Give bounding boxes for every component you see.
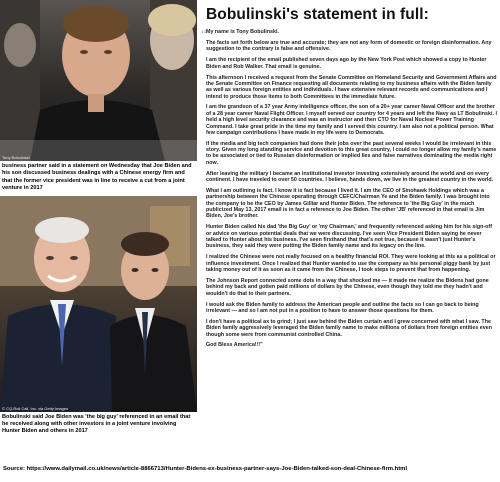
statement-paragraph: My name is Tony Bobulinski. (206, 29, 279, 35)
statement-paragraph: I would ask the Biden family to address the American people and outline the facts so I can go back to being irrelevant — and so I am not put in a position to have to answer those questions for them. (206, 301, 479, 314)
statement-paragraph: I realized the Chinese were not really focused on a healthy financial ROI. They were looking at this as a political or influence investment. Once I realized that Hunter wanted to use the company as his personal piggy bank by just taking money out of it as soon as it came from the Chinese, I took steps to prevent that from happening. (206, 254, 496, 273)
photo-credit: Tony Bobulinski (2, 155, 30, 160)
statement-body (206, 29, 497, 349)
bobulinski-photo (0, 0, 197, 161)
statement-paragraph: After leaving the military I became an institutional investor investing extensively around the world and on every continent. I have traveled to over 50 countries. I believe, hands down, we live in the greatest country in the world. (206, 170, 494, 184)
left-column (0, 0, 197, 439)
statement-paragraph: What I am outlining is fact. I know it is fact because I lived it. I am the CEO of Sinohawk Holdings which was a partnership between the Chinese operating through CEFC/Chairman Ye and the Biden family. I was brought into the company to be the CEO by James Gilliar and Hunter Biden. The reference to 'the Big Guy' in the much publicized May 13, 2017 email is in fact a reference to Joe Biden. The other 'JB' referenced in that email is Jim Biden, Joe's brother. (206, 188, 490, 220)
photo-caption: business partner said in a statement on Wednesday that Joe Biden and his son discussed business dealings with a Chinese energy firm and that the former vice president was in line to receive a cut from a joint venture in 2017 (2, 163, 192, 192)
statement-paragraph: This afternoon I received a request from the Senate Committee on Homeland Security and Government Affairs and the Senate Committee on Finance requesting all documents relating to my business affairs with the Biden family as well as various foreign entities and individuals. I have extensive relevant records and communications and I intend to produce those items to both Committees in the immediate future. (206, 74, 497, 100)
photo-caption: Bobulinski said Joe Biden was 'the big guy' referenced in an email that he received along with other investors in a joint venture involving Hunter Biden and others in 2017 (2, 413, 191, 435)
statement-title: Bobulinski's statement in full: (206, 6, 429, 23)
statement-paragraph: Hunter Biden called his dad 'the Big Guy' or 'my Chairman,' and frequently referenced asking him for his sign-off or advice on various potential deals that we were discussing. I've seen Vice President Biden saying he never talked to Hunter about his business. I've seen firsthand that that's not true, because it wasn't just Hunter's business, they said they were putting the Biden family name and its legacy on the line. (206, 224, 492, 250)
statement-paragraph: I am the recipient of the email published seven days ago by the New York Post which showed a copy to Hunter Biden and Rob Walker. That email is genuine. (206, 57, 487, 70)
statement-paragraph: God Bless America!!!” (206, 342, 263, 349)
statement-paragraph: I am the grandson of a 37 year Army intelligence officer, the son of a 20+ year career Naval Officer and the brother of a 28 year career Naval Flight Officer. I myself served our country for 4 years and left the Navy as LT Bobulinski. I held a high level security clearance and was an instructor and then CTO for Naval Nuclear Power Training Command. I take great pride in the time my family and I served this country. I am also not a political person. What few campaign contributions I have made in my life were to Democrats. (206, 104, 497, 136)
photo-credit: © CQ-Roll Call, Inc. via Getty Images (2, 405, 69, 411)
statement-paragraph: If the media and big tech companies had done their jobs over the past several weeks I would be irrelevant in this story. Given my long standing service and devotion to this great country, I could no longer allow my family's name to be associated or tied to Russian disinformation or implied lies and false narratives dominating the media right now. (206, 140, 497, 166)
statement-paragraph: The facts set forth below are true and accurate; they are not any form of domestic or foreign disinformation. Any suggestion to the contrary is false and offensive. (206, 39, 492, 53)
biden-photo-illustration (0, 196, 197, 412)
statement-paragraph: I don't have a political ax to grind; I just saw behind the Biden curtain and I grew concerned with what I saw. The Biden family aggressively leveraged the Biden family name to make millions of dollars from foreign entities even though some were from communist controlled China. (206, 318, 492, 338)
statement-paragraph: The Johnson Report connected some dots in a way that shocked me — it made me realize the Bidens had gone behind my back and gotten paid millions of dollars by the Chinese, even though they told me they hadn't and wouldn't do that to their partners. (206, 277, 489, 297)
bobulinski-photo-illustration (0, 0, 197, 161)
statement-column (200, 0, 498, 353)
source-link[interactable]: Source: https://www.dailymail.co.uk/news/article-8866713/Hunter-Bidens-ex-business-partner-says-Joe-Biden-talked-son-deal-Chinese-firm.html (3, 466, 408, 472)
open-quote-mark: “ (201, 26, 207, 41)
biden-photo (0, 196, 197, 412)
